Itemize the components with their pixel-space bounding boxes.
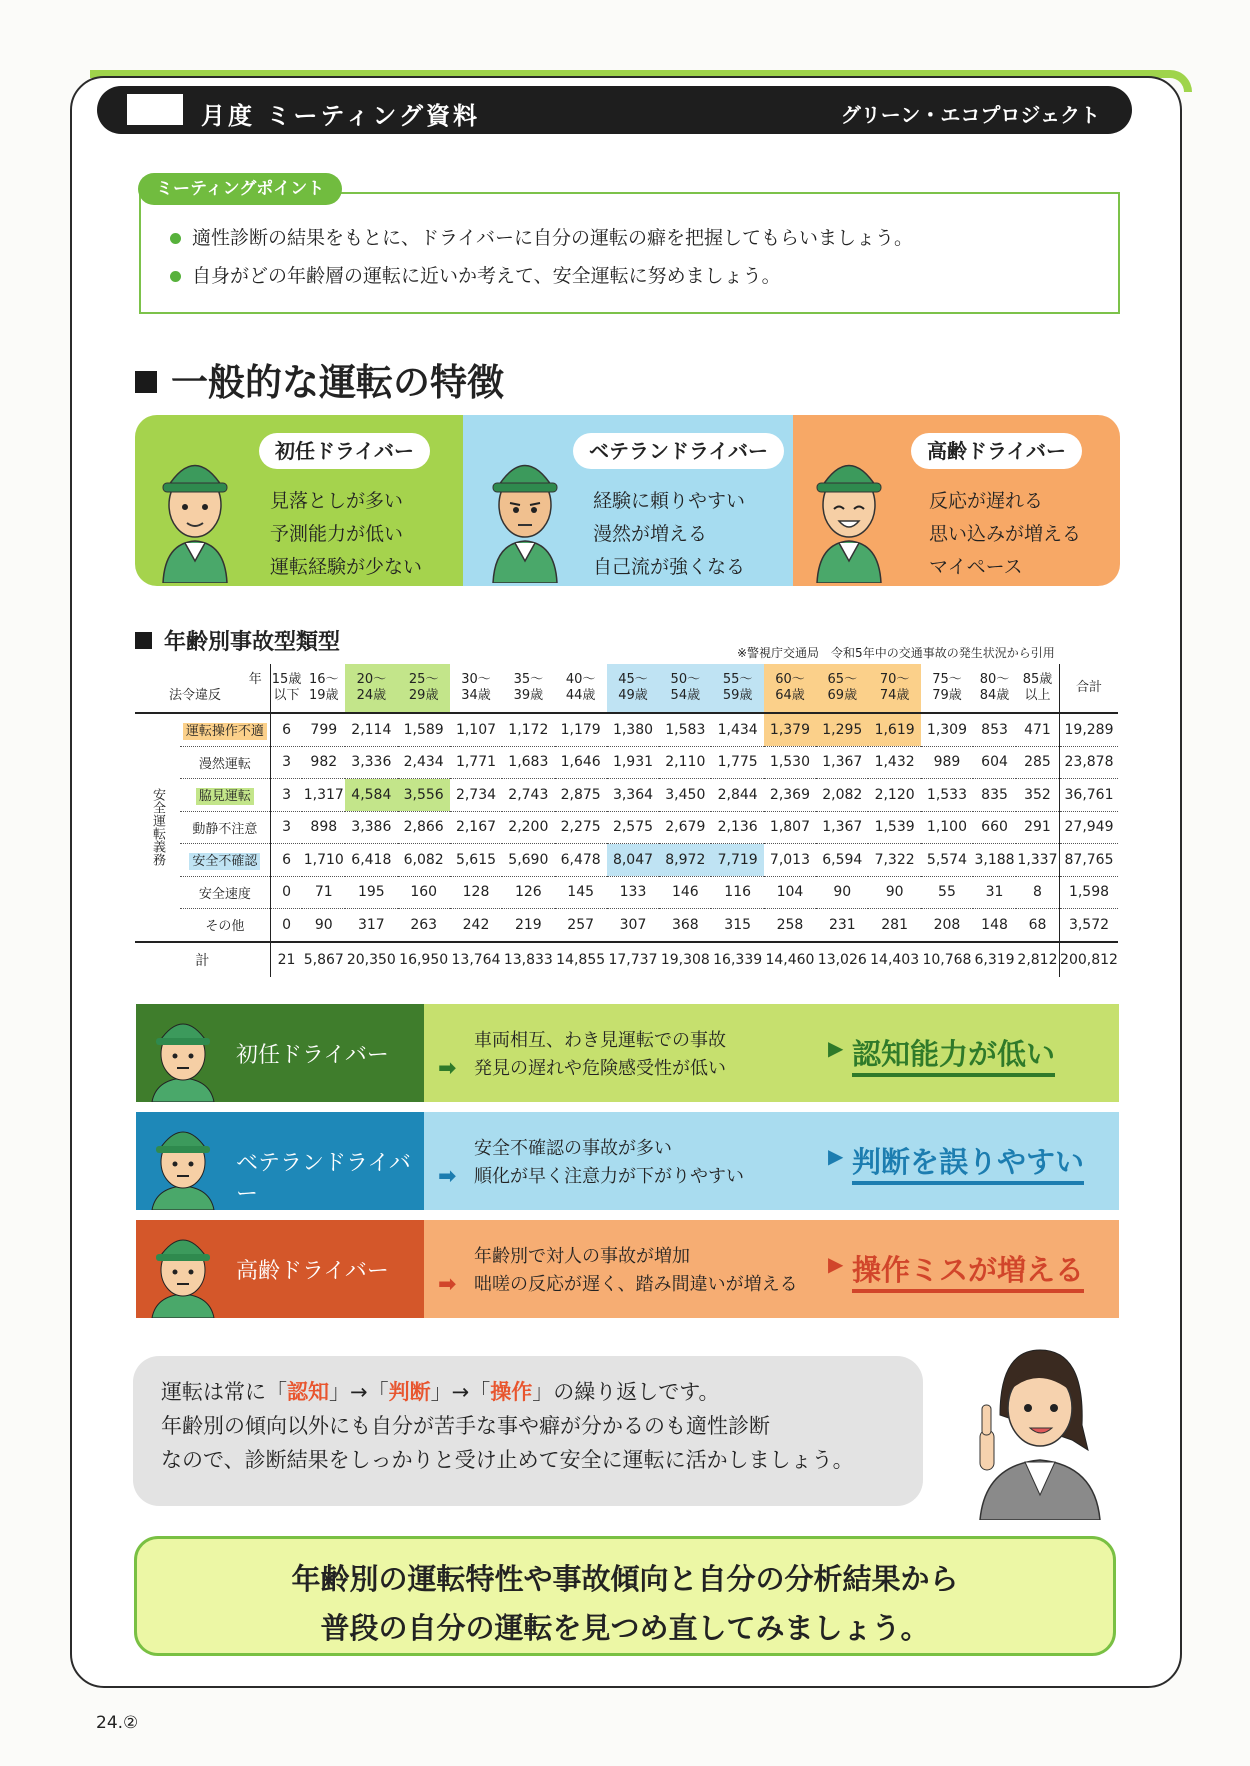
veteran-driver-icon [485,443,565,583]
table-row [135,713,1118,746]
age-header: 30〜 34歳 [450,664,502,713]
table-cell: 104 [764,876,816,909]
table-row [135,811,1118,844]
table-cell: 2,369 [764,779,816,812]
table-cell: 1,583 [659,713,711,746]
header-title: 月度 ミーティング資料 [201,102,480,130]
instructor-icon [960,1330,1120,1520]
table-cell: 1,530 [764,746,816,779]
speech-line-2: 年齢別の傾向以外にも自分が苦手な事や癖が分かるのも適性診断 [161,1414,770,1438]
comparison-line-2: 順化が早く注意力が下がりやすい [474,1166,744,1187]
table-cell: 307 [619,916,647,933]
age-header: 85歳 以上 [1016,664,1060,713]
age-header: 40〜 44歳 [555,664,607,713]
row-total: 87,765 [1060,844,1119,877]
sum-cell: 14,403 [868,942,920,977]
age-header: 16〜 19歳 [302,664,345,713]
sum-cell: 17,737 [607,942,659,977]
sum-cell: 2,812 [1016,942,1060,977]
comparison-line-2: 発見の遅れや危険感受性が低い [474,1058,726,1079]
table-cell: 799 [302,713,345,746]
sum-cell: 16,950 [398,942,450,977]
table-cell: 989 [921,746,973,779]
row-total: 1,598 [1060,876,1119,909]
square-icon [135,371,157,393]
comparison-detail [424,1112,1119,1210]
sum-cell: 13,026 [816,942,868,977]
grand-total: 200,812 [1060,942,1119,977]
table-cell: 285 [1016,746,1060,779]
table-cell: 208 [933,916,961,933]
sum-cell: 14,460 [764,942,816,977]
table-cell: 31 [973,876,1016,909]
table-cell: 231 [828,916,856,933]
sum-cell: 13,833 [502,942,554,977]
comparison-driver [136,1112,424,1210]
veteran-panel [463,415,793,586]
table-cell: 291 [1016,811,1060,844]
sum-cell: 14,855 [555,942,607,977]
table-cell: 6,478 [555,844,607,877]
senior-driver-icon [809,443,889,583]
table-cell: 1,100 [921,811,973,844]
table-cell: 1,539 [868,811,920,844]
rookie-trait: 運転経験が少ない [270,556,423,578]
senior-title: 高齢ドライバー [911,433,1082,469]
row-label: その他 [180,909,270,942]
table-cell: 3 [270,779,302,812]
age-header: 50〜 54歳 [659,664,711,713]
table-cell: 6,082 [398,844,450,877]
table-cell: 1,533 [921,779,973,812]
comparison-driver-name: ベテランドライバー [236,1151,411,1207]
table-cell: 982 [302,746,345,779]
veteran-trait: 漫然が増える [593,523,708,545]
speech-bubble [133,1356,923,1506]
table-cell: 315 [724,916,752,933]
table-header-row [135,664,1118,713]
table-cell: 5,574 [921,844,973,877]
meeting-point-box [139,192,1120,314]
table-cell: 1,619 [868,713,920,746]
sum-label: 計 [135,942,270,977]
table-cell: 1,434 [711,713,763,746]
table-cell: 3,364 [607,779,659,812]
table-cell: 3,188 [973,844,1016,877]
comparison-driver [136,1220,424,1318]
table-cell: 1,807 [764,811,816,844]
table-cell: 1,309 [921,713,973,746]
table-row [135,876,1118,909]
play-icon: ▶ [828,1144,844,1168]
sum-cell: 6,319 [973,942,1016,977]
age-header: 60〜 64歳 [764,664,816,713]
table-cell: 7,719 [711,844,763,877]
table-cell: 8 [1016,876,1060,909]
table-cell: 2,110 [659,746,711,779]
driver-face-icon [148,1118,218,1210]
table-cell: 90 [868,876,920,909]
table-cell: 281 [881,916,908,933]
page-number: 24.② [96,1713,139,1733]
table-cell: 55 [921,876,973,909]
table-cell: 3,386 [345,811,397,844]
row-total: 19,289 [1060,713,1119,746]
age-header: 25〜 29歳 [398,664,450,713]
accident-table [135,664,1118,977]
table-cell: 471 [1016,713,1060,746]
table-cell: 0 [270,876,302,909]
table-cell: 7,013 [764,844,816,877]
table-cell: 257 [567,916,595,933]
table-cell: 660 [973,811,1016,844]
table-cell: 146 [659,876,711,909]
meeting-point-item-2: 自身がどの年齢層の運転に近いか考えて、安全運転に努めましょう。 [192,265,781,287]
table-row [135,746,1118,779]
sum-cell: 16,339 [711,942,763,977]
table-cell: 3 [270,746,302,779]
age-header: 55〜 59歳 [711,664,763,713]
table-cell: 160 [398,876,450,909]
table-cell: 68 [1028,916,1047,933]
table-cell: 3 [270,811,302,844]
header-bar [97,86,1132,134]
age-header: 20〜 24歳 [345,664,397,713]
total-header: 合計 [1060,664,1119,713]
closing-box [134,1536,1116,1656]
sum-cell: 20,350 [345,942,397,977]
table-cell: 4,584 [345,779,397,812]
age-header: 75〜 79歳 [921,664,973,713]
driver-face-icon [148,1226,218,1318]
square-icon [135,632,152,649]
table-cell: 90 [314,916,333,933]
row-total: 3,572 [1060,909,1119,942]
table-cell: 0 [282,916,292,933]
table-cell: 853 [973,713,1016,746]
comparison-line-2: 咄嗟の反応が遅く、踏み間違いが増える [474,1274,798,1295]
source-note: ※警視庁交通局 令和5年中の交通事故の発生状況から引用 [737,646,1055,660]
table-cell: 3,336 [345,746,397,779]
table-cell: 2,200 [502,811,554,844]
table-cell: 2,866 [398,811,450,844]
table-cell: 1,380 [607,713,659,746]
table-cell: 1,337 [1016,844,1060,877]
table-cell: 1,295 [816,713,868,746]
rookie-panel [135,415,463,586]
table-cell: 1,771 [450,746,502,779]
table-cell: 2,844 [711,779,763,812]
table-cell: 7,322 [868,844,920,877]
arrow-right-icon: ➡ [438,1164,457,1189]
sum-cell: 5,867 [302,942,345,977]
senior-trait: 思い込みが増える [929,523,1082,545]
table-cell: 195 [345,876,397,909]
sum-cell: 10,768 [921,942,973,977]
table-cell: 604 [973,746,1016,779]
table-cell: 352 [1016,779,1060,812]
corner-cell: 年 法令違反 [135,664,270,713]
table-cell: 2,275 [555,811,607,844]
table-cell: 835 [973,779,1016,812]
veteran-trait: 経験に頼りやすい [593,490,746,512]
table-cell: 1,179 [555,713,607,746]
speech-line-3: なので、診断結果をしっかりと受け止めて安全に運転に活かしましょう。 [161,1448,854,1472]
table-cell: 2,114 [345,713,397,746]
comparison-row [136,1220,1119,1318]
table-cell: 3,450 [659,779,711,812]
table-cell: 1,367 [816,746,868,779]
table-cell: 6 [270,713,302,746]
table-cell: 219 [514,916,542,933]
table-cell: 2,875 [555,779,607,812]
table-cell: 2,743 [502,779,554,812]
comparison-line-1: 年齢別で対人の事故が増加 [474,1246,690,1267]
table-cell: 1,710 [302,844,345,877]
table-cell: 898 [302,811,345,844]
sum-row [135,942,1118,977]
brand-name: グリーン・エコプロジェクト [840,103,1100,127]
senior-trait: 反応が遅れる [929,490,1044,512]
row-total: 27,949 [1060,811,1119,844]
row-label: 動静不注意 [180,811,270,844]
table-cell: 1,107 [450,713,502,746]
table-title: 年齢別事故型類型 [135,625,340,656]
table-cell: 2,136 [711,811,763,844]
comparison-line-1: 車両相互、わき見運転での事故 [474,1030,726,1051]
bullet-icon [170,271,181,282]
veteran-title: ベテランドライバー [573,433,784,469]
table-cell: 6,418 [345,844,397,877]
rookie-title: 初任ドライバー [259,433,430,469]
table-cell: 1,931 [607,746,659,779]
age-header: 65〜 69歳 [816,664,868,713]
age-header: 80〜 84歳 [973,664,1016,713]
closing-line-1: 年齢別の運転特性や事故傾向と自分の分析結果から [291,1562,959,1596]
table-cell: 1,367 [816,811,868,844]
row-label: 安全不確認 [180,844,270,877]
table-cell: 1,432 [868,746,920,779]
table-cell: 5,615 [450,844,502,877]
row-total: 36,761 [1060,779,1119,812]
row-label: 安全速度 [180,876,270,909]
comparison-row [136,1004,1119,1102]
table-cell: 368 [671,916,699,933]
row-label: 脇見運転 [180,779,270,812]
section-title: 一般的な運転の特徴 [135,352,504,406]
comparison-detail [424,1220,1119,1318]
table-cell: 128 [450,876,502,909]
table-cell: 2,434 [398,746,450,779]
table-row [135,909,1118,942]
month-blank-box [127,94,183,125]
driver-face-icon [148,1010,218,1102]
meeting-point-label: ミーティングポイント [138,173,342,205]
comparison-driver-name: 初任ドライバー [236,1043,389,1068]
comparison-row [136,1112,1119,1210]
table-cell: 1,379 [764,713,816,746]
table-cell: 317 [357,916,385,933]
age-header: 70〜 74歳 [868,664,920,713]
row-label: 運転操作不適 [180,713,270,746]
age-header: 45〜 49歳 [607,664,659,713]
comparison-result: 認知能力が低い [852,1032,1055,1077]
table-cell: 1,646 [555,746,607,779]
rookie-driver-icon [155,443,235,583]
senior-panel [793,415,1120,586]
age-header: 15歳 以下 [270,664,302,713]
table-row [135,844,1118,877]
table-cell: 242 [462,916,490,933]
senior-trait: マイペース [929,556,1023,578]
table-cell: 1,589 [398,713,450,746]
table-row [135,779,1118,812]
row-label: 漫然運転 [180,746,270,779]
table-cell: 6 [270,844,302,877]
table-cell: 1,172 [502,713,554,746]
table-cell: 2,167 [450,811,502,844]
comparison-line-1: 安全不確認の事故が多い [474,1138,672,1159]
age-header: 35〜 39歳 [502,664,554,713]
table-cell: 3,556 [398,779,450,812]
meeting-point-item-1: 適性診断の結果をもとに、ドライバーに自分の運転の癖を把握してもらいましょう。 [192,227,914,249]
table-cell: 1,683 [502,746,554,779]
table-cell: 2,082 [816,779,868,812]
row-total: 23,878 [1060,746,1119,779]
table-cell: 145 [555,876,607,909]
table-cell: 2,734 [450,779,502,812]
comparison-detail [424,1004,1119,1102]
sum-cell: 21 [270,942,302,977]
play-icon: ▶ [828,1252,844,1276]
veteran-trait: 自己流が強くなる [593,556,746,578]
arrow-right-icon: ➡ [438,1056,457,1081]
table-cell: 2,120 [868,779,920,812]
speech-line-1: 運転は常に「認知」→「判断」→「操作」の繰り返しです。 [161,1380,720,1404]
play-icon: ▶ [828,1036,844,1060]
table-cell: 126 [502,876,554,909]
table-cell: 116 [711,876,763,909]
table-cell: 2,575 [607,811,659,844]
sum-cell: 19,308 [659,942,711,977]
side-label: 安全運転義務 [150,788,165,867]
comparison-driver-name: 高齢ドライバー [236,1259,389,1284]
comparison-result: 判断を誤りやすい [852,1140,1084,1185]
table-cell: 133 [607,876,659,909]
sum-cell: 13,764 [450,942,502,977]
table-cell: 8,972 [659,844,711,877]
table-cell: 1,317 [302,779,345,812]
table-cell: 71 [302,876,345,909]
bullet-icon [170,233,181,244]
table-cell: 258 [776,916,804,933]
table-cell: 148 [981,916,1008,933]
rookie-trait: 予測能力が低い [270,523,404,545]
closing-line-2: 普段の自分の運転を見つめ直してみましょう。 [320,1611,930,1645]
table-cell: 6,594 [816,844,868,877]
table-cell: 5,690 [502,844,554,877]
table-cell: 2,679 [659,811,711,844]
rookie-trait: 見落としが多い [270,490,404,512]
table-cell: 263 [410,916,438,933]
table-cell: 90 [816,876,868,909]
table-cell: 1,775 [711,746,763,779]
comparison-result: 操作ミスが増える [852,1248,1084,1293]
comparison-driver [136,1004,424,1102]
arrow-right-icon: ➡ [438,1272,457,1297]
table-cell: 8,047 [607,844,659,877]
